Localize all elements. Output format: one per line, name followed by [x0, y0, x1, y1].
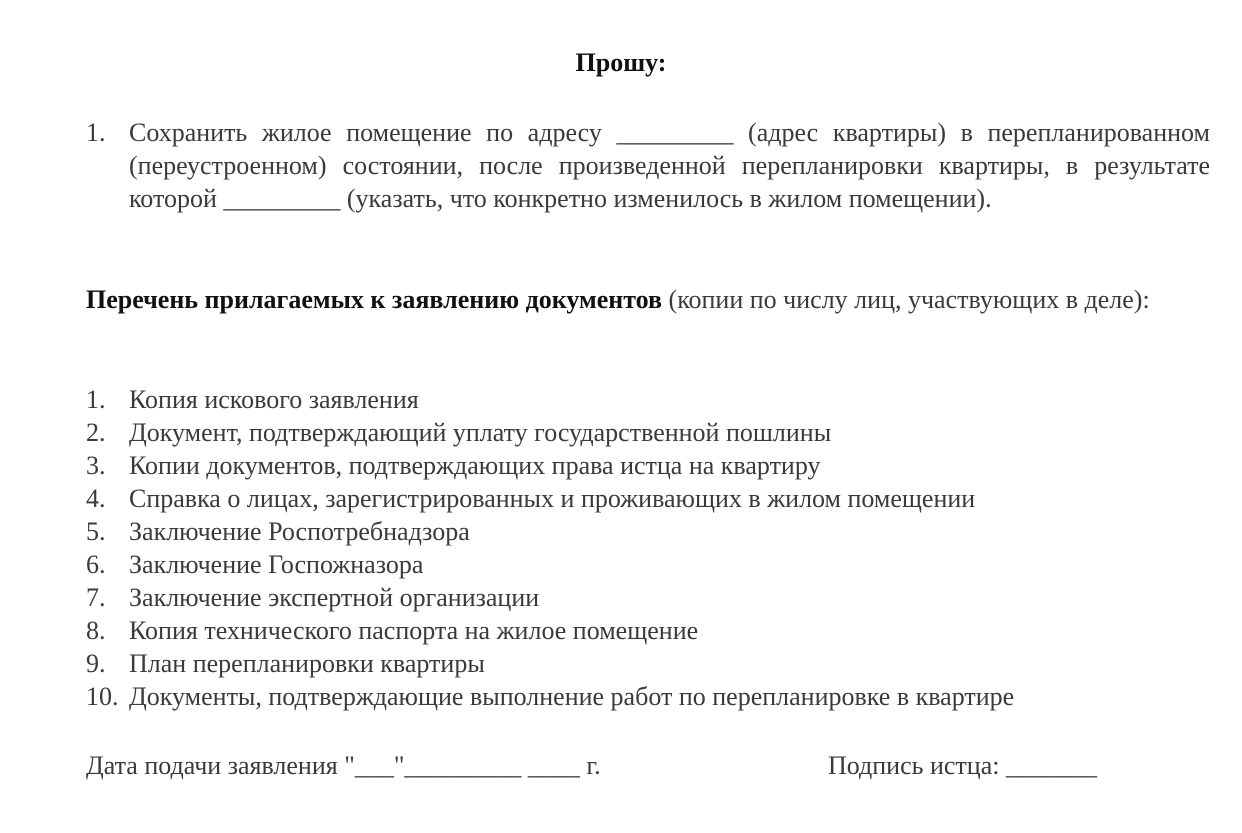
attachment-number: 8.: [86, 616, 106, 645]
attachment-text: Заключение экспертной организации: [129, 583, 540, 612]
attachment-number: 5.: [86, 517, 106, 546]
attachment-item: [86, 647, 1210, 680]
attachment-item: [86, 416, 1210, 449]
attachment-number: 1.: [86, 385, 106, 414]
request-item-text: Сохранить жилое помещение по адресу _________ (адрес квартиры) в перепланированном (переустроенном) состоянии, после произведенной перепланировки квартиры, в результате которой _________ (указать, что конкретно изменилось в жилом помещении).: [129, 118, 1210, 213]
request-item-number: 1.: [86, 118, 106, 147]
attachment-number: 9.: [86, 649, 106, 678]
attachment-text: Документ, подтверждающий уплату государственной пошлины: [129, 418, 832, 447]
attachment-item: [86, 548, 1210, 581]
submission-date-line: Дата подачи заявления "___"_________ ____ г.: [86, 751, 601, 780]
request-item: [86, 116, 1210, 215]
attachment-item: [86, 383, 1210, 416]
attachments-intro: [86, 283, 1210, 316]
attachment-item: [86, 449, 1210, 482]
attachment-text: План перепланировки квартиры: [129, 649, 485, 678]
attachment-item: [86, 482, 1210, 515]
attachment-text: Документы, подтверждающие выполнение работ по перепланировке в квартире: [129, 682, 1015, 711]
attachment-text: Справка о лицах, зарегистрированных и проживающих в жилом помещении: [129, 484, 976, 513]
attachment-item: [86, 515, 1210, 548]
request-heading: Прошу:: [575, 48, 667, 77]
attachment-text: Заключение Роспотребнадзора: [129, 517, 470, 546]
attachment-number: 6.: [86, 550, 106, 579]
attachment-text: Копия технического паспорта на жилое помещение: [129, 616, 699, 645]
attachment-number: 3.: [86, 451, 106, 480]
attachment-text: Заключение Госпожназора: [129, 550, 424, 579]
attachment-item: [86, 614, 1210, 647]
attachment-text: Копии документов, подтверждающих права истца на квартиру: [129, 451, 821, 480]
attachment-text: Копия искового заявления: [129, 385, 419, 414]
attachments-title: Перечень прилагаемых к заявлению документов: [86, 285, 663, 314]
attachments-note: (копии по числу лиц, участвующих в деле):: [668, 285, 1150, 314]
attachment-number: 2.: [86, 418, 106, 447]
attachment-number: 7.: [86, 583, 106, 612]
attachments-list: [86, 383, 1210, 713]
attachment-item: [86, 680, 1210, 713]
attachment-item: [86, 581, 1210, 614]
attachment-number: 10.: [86, 682, 119, 711]
plaintiff-signature-line: Подпись истца: _______: [828, 751, 1097, 780]
attachment-number: 4.: [86, 484, 106, 513]
